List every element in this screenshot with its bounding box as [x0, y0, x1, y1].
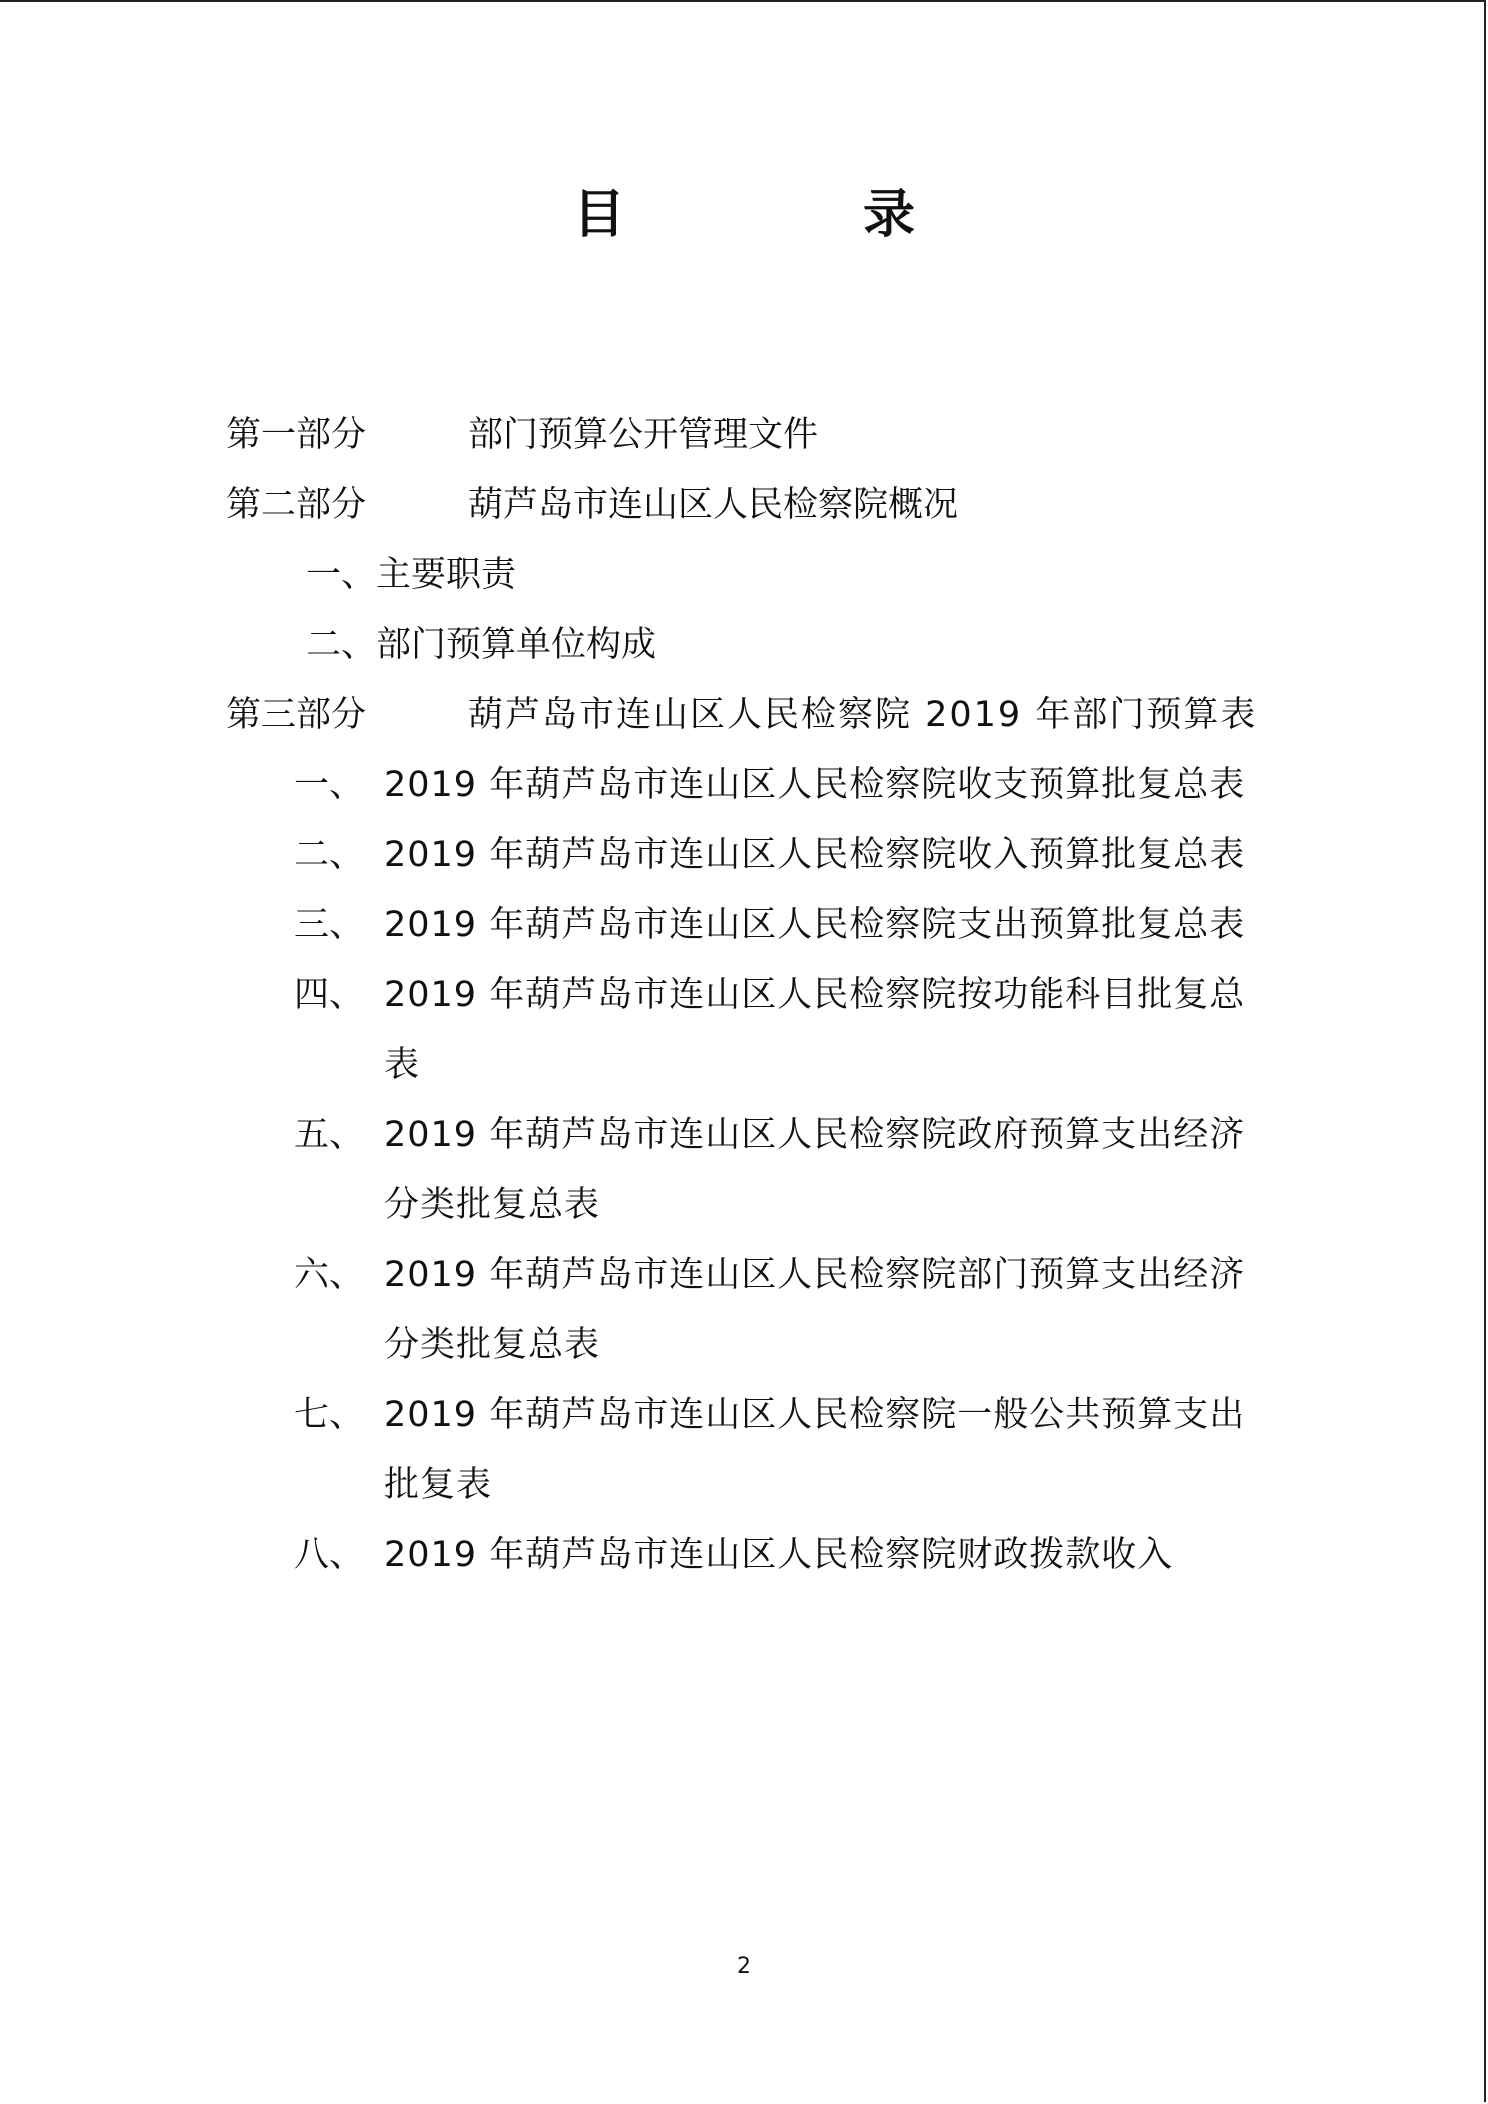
toc-part-3-item-3[interactable] [226, 890, 1266, 960]
part-3-text: 葫芦岛市连山区人民检察院 2019 年部门预算表 [468, 695, 1258, 735]
item-2-text: 2019 年葫芦岛市连山区人民检察院收入预算批复总表 [384, 835, 1246, 875]
page-number: 2 [737, 1954, 751, 1979]
item-4-text: 2019 年葫芦岛市连山区人民检察院按功能科目批复总表 [384, 975, 1246, 1085]
toc-part-3-item-1[interactable] [226, 750, 1266, 820]
item-6-number: 六、 [294, 1255, 365, 1295]
item-4-number: 四、 [294, 975, 365, 1015]
part-1-label: 第一部分 [226, 415, 367, 455]
toc-part-3-item-4[interactable] [226, 960, 1266, 1100]
item-6-text: 2019 年葫芦岛市连山区人民检察院部门预算支出经济分类批复总表 [384, 1255, 1246, 1365]
item-3-text: 2019 年葫芦岛市连山区人民检察院支出预算批复总表 [384, 905, 1246, 945]
page-title: 目 录 [572, 185, 1026, 245]
item-5-text: 2019 年葫芦岛市连山区人民检察院政府预算支出经济分类批复总表 [384, 1115, 1246, 1225]
part-2-text: 葫芦岛市连山区人民检察院概况 [468, 485, 959, 525]
toc-part-3-item-7[interactable] [226, 1380, 1266, 1520]
toc-part-3-item-2[interactable] [226, 820, 1266, 890]
toc-part-3-item-5[interactable] [226, 1100, 1266, 1240]
toc-part-2-item-2[interactable]: 二、部门预算单位构成 [306, 625, 657, 665]
toc-part-1[interactable] [226, 400, 1266, 470]
item-7-text: 2019 年葫芦岛市连山区人民检察院一般公共预算支出批复表 [384, 1395, 1246, 1505]
toc-part-3[interactable] [226, 680, 1266, 750]
item-3-number: 三、 [294, 905, 365, 945]
item-1-number: 一、 [294, 765, 365, 805]
part-1-text: 部门预算公开管理文件 [468, 415, 819, 455]
item-2-number: 二、 [294, 835, 365, 875]
item-8-number: 八、 [294, 1535, 365, 1575]
toc-part-2-item-1[interactable]: 一、主要职责 [306, 555, 517, 595]
part-2-label: 第二部分 [226, 485, 367, 525]
item-7-number: 七、 [294, 1395, 365, 1435]
item-8-text: 2019 年葫芦岛市连山区人民检察院财政拨款收入 [384, 1535, 1174, 1575]
toc-part-2[interactable] [226, 470, 1266, 540]
part-3-label: 第三部分 [226, 695, 367, 735]
item-5-number: 五、 [294, 1115, 365, 1155]
item-1-text: 2019 年葫芦岛市连山区人民检察院收支预算批复总表 [384, 765, 1246, 805]
table-of-contents [226, 400, 1266, 1590]
toc-part-3-item-8[interactable] [226, 1520, 1266, 1590]
toc-part-3-item-6[interactable] [226, 1240, 1266, 1380]
